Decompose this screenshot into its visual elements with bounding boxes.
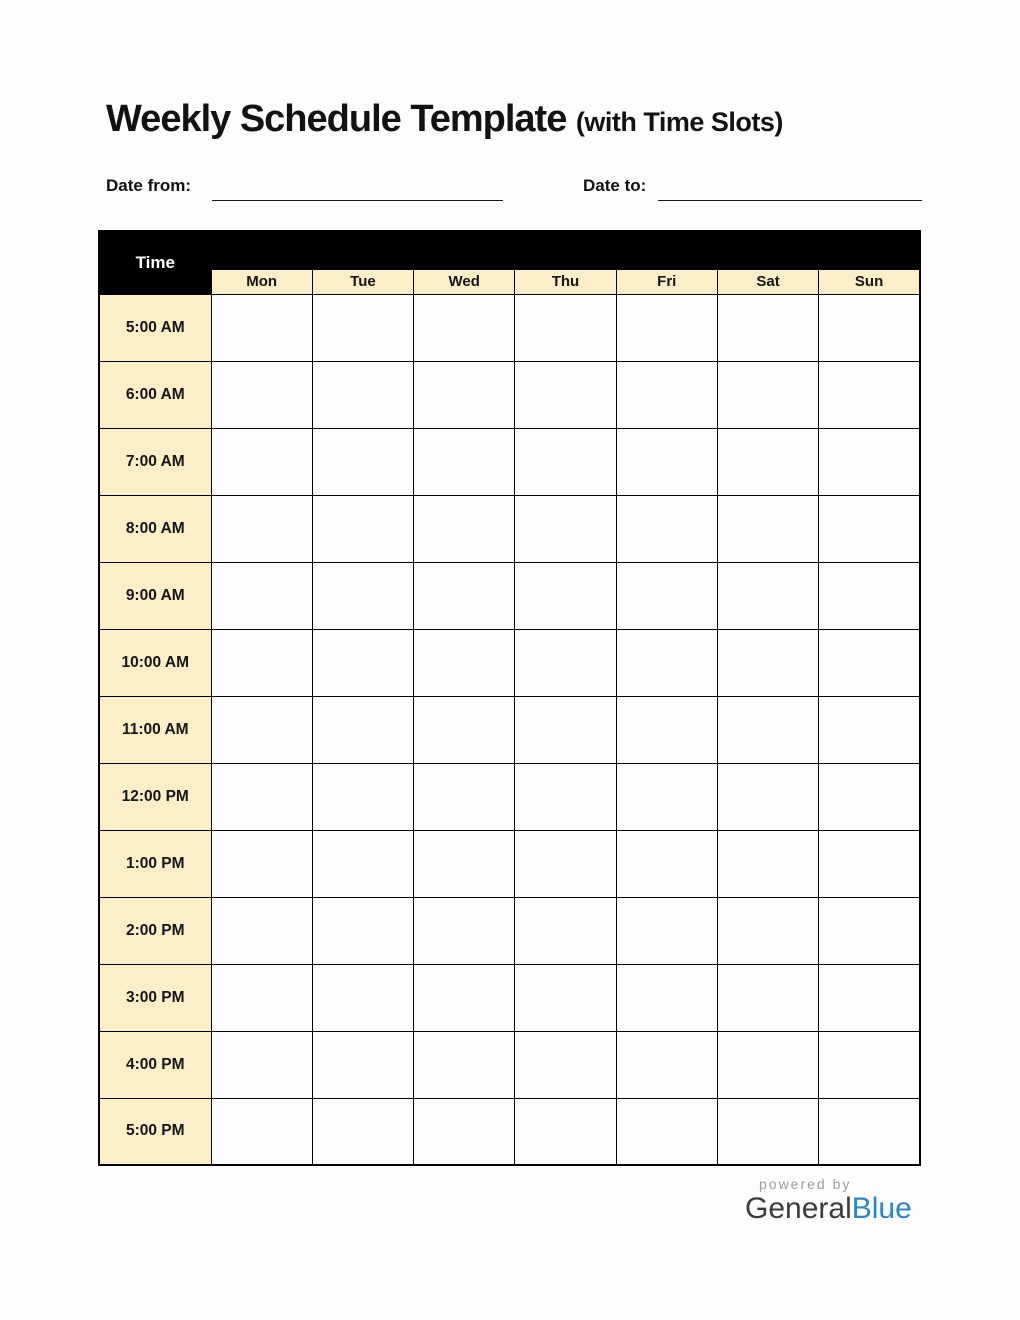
time-slot-label: 7:00 AM <box>99 428 211 495</box>
schedule-cell[interactable] <box>211 1031 312 1098</box>
schedule-cell[interactable] <box>616 294 717 361</box>
schedule-cell[interactable] <box>819 1031 920 1098</box>
brand-logo <box>745 1192 921 1226</box>
schedule-cell[interactable] <box>515 1098 616 1165</box>
table-row <box>99 830 920 897</box>
day-header-sun: Sun <box>819 269 920 294</box>
header-band-row <box>99 231 920 269</box>
brand-footer <box>745 1176 921 1226</box>
schedule-cell[interactable] <box>312 495 413 562</box>
powered-by-text: powered by <box>759 1176 852 1192</box>
schedule-cell[interactable] <box>515 897 616 964</box>
schedule-cell[interactable] <box>312 294 413 361</box>
schedule-cell[interactable] <box>819 964 920 1031</box>
schedule-cell[interactable] <box>211 763 312 830</box>
schedule-cell[interactable] <box>717 361 818 428</box>
time-slot-label: 3:00 PM <box>99 964 211 1031</box>
schedule-cell[interactable] <box>515 629 616 696</box>
schedule-cell[interactable] <box>717 696 818 763</box>
schedule-cell[interactable] <box>312 696 413 763</box>
schedule-cell[interactable] <box>312 629 413 696</box>
schedule-cell[interactable] <box>211 964 312 1031</box>
schedule-cell[interactable] <box>717 562 818 629</box>
time-slot-label: 9:00 AM <box>99 562 211 629</box>
schedule-cell[interactable] <box>312 964 413 1031</box>
schedule-cell[interactable] <box>616 495 717 562</box>
schedule-cell[interactable] <box>414 964 515 1031</box>
schedule-cell[interactable] <box>819 629 920 696</box>
table-row <box>99 763 920 830</box>
time-slot-label: 1:00 PM <box>99 830 211 897</box>
page-title <box>106 98 783 141</box>
table-row <box>99 897 920 964</box>
date-fields-row <box>106 176 922 204</box>
table-row <box>99 1098 920 1165</box>
page-title-suffix: (with Time Slots) <box>575 107 783 137</box>
schedule-cell[interactable] <box>515 562 616 629</box>
schedule-cell[interactable] <box>515 763 616 830</box>
schedule-cell[interactable] <box>717 763 818 830</box>
schedule-cell[interactable] <box>819 294 920 361</box>
schedule-cell[interactable] <box>414 696 515 763</box>
schedule-cell[interactable] <box>616 897 717 964</box>
schedule-cell[interactable] <box>211 294 312 361</box>
page-title-main: Weekly Schedule Template <box>106 98 567 140</box>
table-row <box>99 964 920 1031</box>
schedule-cell[interactable] <box>211 1098 312 1165</box>
schedule-cell[interactable] <box>312 830 413 897</box>
time-slot-label: 10:00 AM <box>99 629 211 696</box>
time-slot-label: 11:00 AM <box>99 696 211 763</box>
schedule-cell[interactable] <box>211 361 312 428</box>
schedule-cell[interactable] <box>616 1031 717 1098</box>
schedule-cell[interactable] <box>211 897 312 964</box>
table-row <box>99 361 920 428</box>
date-to-label: Date to: <box>583 176 647 195</box>
day-header-fri: Fri <box>616 269 717 294</box>
schedule-cell[interactable] <box>312 763 413 830</box>
schedule-cell[interactable] <box>616 361 717 428</box>
schedule-cell[interactable] <box>515 294 616 361</box>
schedule-cell[interactable] <box>717 1098 818 1165</box>
schedule-cell[interactable] <box>616 629 717 696</box>
day-header-wed: Wed <box>414 269 515 294</box>
schedule-cell[interactable] <box>414 294 515 361</box>
schedule-cell[interactable] <box>414 562 515 629</box>
schedule-cell[interactable] <box>312 1098 413 1165</box>
time-slot-label: 4:00 PM <box>99 1031 211 1098</box>
date-to-field[interactable] <box>658 176 922 201</box>
schedule-cell[interactable] <box>211 629 312 696</box>
table-row <box>99 562 920 629</box>
time-slot-label: 12:00 PM <box>99 763 211 830</box>
schedule-cell[interactable] <box>616 562 717 629</box>
schedule-cell[interactable] <box>717 294 818 361</box>
schedule-cell[interactable] <box>414 495 515 562</box>
schedule-cell[interactable] <box>819 428 920 495</box>
table-row <box>99 495 920 562</box>
schedule-cell[interactable] <box>819 897 920 964</box>
schedule-cell[interactable] <box>717 1031 818 1098</box>
schedule-cell[interactable] <box>819 495 920 562</box>
schedule-cell[interactable] <box>312 897 413 964</box>
table-row <box>99 629 920 696</box>
schedule-cell[interactable] <box>515 830 616 897</box>
schedule-cell[interactable] <box>819 361 920 428</box>
schedule-cell[interactable] <box>717 897 818 964</box>
date-from-label: Date from: <box>106 176 192 195</box>
schedule-cell[interactable] <box>515 964 616 1031</box>
table-row <box>99 294 920 361</box>
schedule-cell[interactable] <box>717 428 818 495</box>
schedule-cell[interactable] <box>414 763 515 830</box>
schedule-cell[interactable] <box>819 830 920 897</box>
schedule-cell[interactable] <box>414 361 515 428</box>
time-slot-label: 5:00 PM <box>99 1098 211 1165</box>
schedule-cell[interactable] <box>312 1031 413 1098</box>
schedule-cell[interactable] <box>515 696 616 763</box>
day-header-sat: Sat <box>717 269 818 294</box>
schedule-cell[interactable] <box>312 361 413 428</box>
schedule-cell[interactable] <box>515 495 616 562</box>
schedule-cell[interactable] <box>717 830 818 897</box>
time-slot-label: 2:00 PM <box>99 897 211 964</box>
schedule-cell[interactable] <box>616 1098 717 1165</box>
date-from-field[interactable] <box>212 176 503 201</box>
schedule-cell[interactable] <box>819 696 920 763</box>
schedule-cell[interactable] <box>414 629 515 696</box>
schedule-cell[interactable] <box>414 1098 515 1165</box>
weekly-schedule-table <box>98 230 921 1166</box>
schedule-cell[interactable] <box>515 428 616 495</box>
schedule-cell[interactable] <box>616 428 717 495</box>
day-header-thu: Thu <box>515 269 616 294</box>
schedule-cell[interactable] <box>515 1031 616 1098</box>
schedule-cell[interactable] <box>414 897 515 964</box>
time-column-header: Time <box>99 231 211 294</box>
schedule-cell[interactable] <box>616 696 717 763</box>
day-headers-row <box>99 269 920 294</box>
schedule-cell[interactable] <box>717 964 818 1031</box>
schedule-cell[interactable] <box>211 495 312 562</box>
time-slot-label: 6:00 AM <box>99 361 211 428</box>
schedule-cell[interactable] <box>211 428 312 495</box>
header-black-band <box>211 231 920 269</box>
schedule-cell[interactable] <box>819 763 920 830</box>
schedule-cell[interactable] <box>414 1031 515 1098</box>
time-slot-label: 5:00 AM <box>99 294 211 361</box>
schedule-cell[interactable] <box>312 428 413 495</box>
day-header-tue: Tue <box>312 269 413 294</box>
brand-general-text: General <box>745 1192 852 1225</box>
brand-blue-text: Blue <box>851 1192 912 1225</box>
schedule-cell[interactable] <box>414 830 515 897</box>
table-row <box>99 696 920 763</box>
schedule-cell[interactable] <box>414 428 515 495</box>
schedule-cell[interactable] <box>211 830 312 897</box>
schedule-cell[interactable] <box>515 361 616 428</box>
schedule-cell[interactable] <box>312 562 413 629</box>
time-slot-label: 8:00 AM <box>99 495 211 562</box>
schedule-cell[interactable] <box>616 830 717 897</box>
table-row <box>99 1031 920 1098</box>
schedule-cell[interactable] <box>616 964 717 1031</box>
schedule-cell[interactable] <box>211 696 312 763</box>
schedule-cell[interactable] <box>211 562 312 629</box>
table-row <box>99 428 920 495</box>
schedule-cell[interactable] <box>616 763 717 830</box>
schedule-cell[interactable] <box>819 562 920 629</box>
day-header-mon: Mon <box>211 269 312 294</box>
schedule-cell[interactable] <box>717 495 818 562</box>
schedule-cell[interactable] <box>717 629 818 696</box>
schedule-cell[interactable] <box>819 1098 920 1165</box>
